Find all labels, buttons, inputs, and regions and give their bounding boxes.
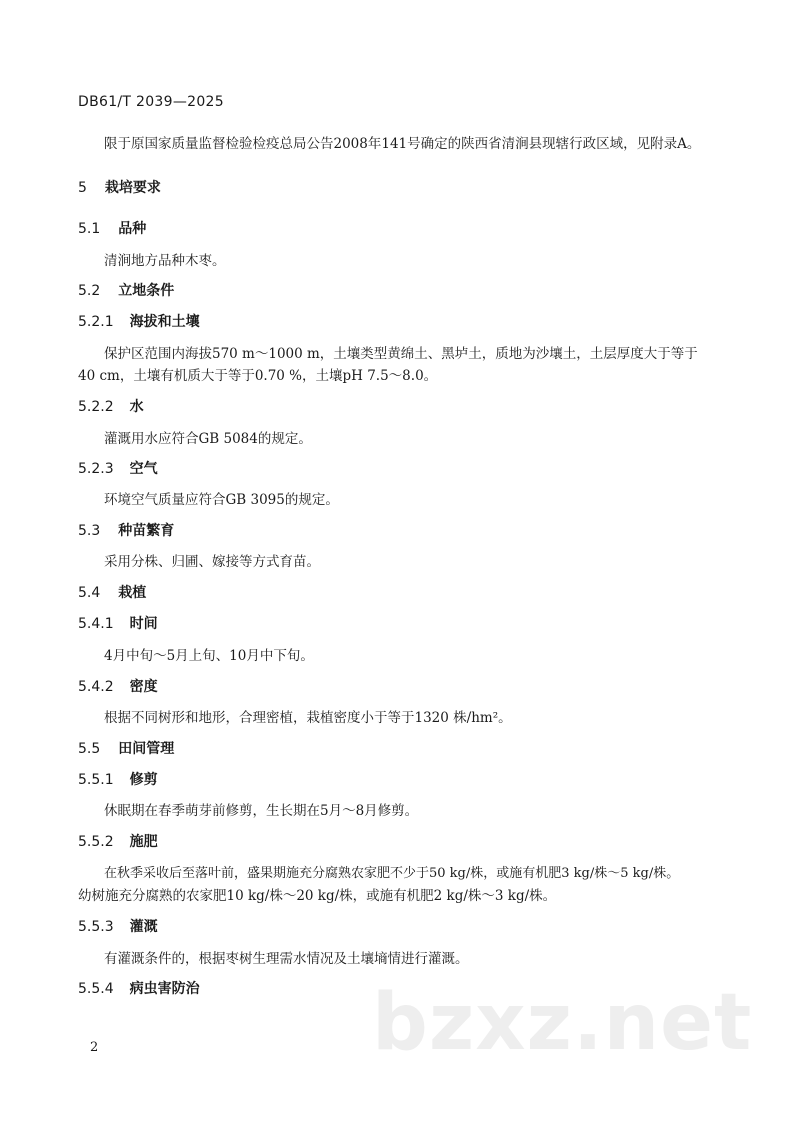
section-heading-5-2 bbox=[78, 280, 174, 300]
paragraph-5-5-2-line-2: 幼树施充分腐熟的农家肥10 kg/株～20 kg/株，或施有机肥2 kg/株～3 kg/株。 bbox=[78, 888, 557, 904]
section-number: 5.2 bbox=[78, 283, 101, 299]
section-number: 5.4.1 bbox=[78, 616, 114, 632]
document-code: DB61/T 2039—2025 bbox=[78, 94, 224, 110]
section-title: 种苗繁育 bbox=[118, 523, 175, 539]
paragraph-5-2-1-line-1: 保护区范围内海拔570 m～1000 m，土壤类型黄绵土、黑垆土，质地为沙壤土，土层厚度大于等于 bbox=[104, 346, 698, 362]
section-title: 水 bbox=[129, 399, 144, 415]
paragraph-5-1: 清涧地方品种木枣。 bbox=[104, 253, 226, 269]
watermark: bzxz.net bbox=[372, 978, 753, 1068]
paragraph-5-5-1: 休眠期在春季萌芽前修剪，生长期在5月～8月修剪。 bbox=[104, 803, 419, 819]
paragraph-5-5-3: 有灌溉条件的，根据枣树生理需水情况及土壤墒情进行灌溉。 bbox=[104, 951, 469, 967]
section-title: 海拔和土壤 bbox=[129, 314, 200, 330]
section-title: 栽培要求 bbox=[104, 180, 161, 196]
section-number: 5.4.2 bbox=[78, 679, 114, 695]
section-title: 田间管理 bbox=[118, 741, 175, 757]
paragraph-5-4-1: 4月中旬～5月上旬、10月中下旬。 bbox=[104, 648, 314, 664]
page-number: 2 bbox=[90, 1040, 99, 1055]
paragraph-5-4-2: 根据不同树形和地形，合理密植，栽植密度小于等于1320 株/hm²。 bbox=[104, 710, 512, 726]
section-number: 5.2.3 bbox=[78, 461, 114, 477]
section-number: 5.5.4 bbox=[78, 981, 114, 997]
paragraph-5-2-3: 环境空气质量应符合GB 3095的规定。 bbox=[104, 492, 339, 508]
section-number: 5 bbox=[78, 180, 87, 196]
section-title: 灌溉 bbox=[129, 919, 158, 935]
section-heading-5-1 bbox=[78, 218, 146, 238]
section-number: 5.2.1 bbox=[78, 314, 114, 330]
section-number: 5.1 bbox=[78, 221, 101, 237]
intro-paragraph: 限于原国家质量监督检验检疫总局公告2008年141号确定的陕西省清涧县现辖行政区域，见附录A。 bbox=[104, 136, 701, 152]
section-number: 5.4 bbox=[78, 585, 101, 601]
section-heading-5-2-3 bbox=[78, 458, 158, 478]
section-heading-5-5-4 bbox=[78, 978, 200, 998]
section-number: 5.5.3 bbox=[78, 919, 114, 935]
section-number: 5.3 bbox=[78, 523, 101, 539]
section-heading-5-5-1 bbox=[78, 769, 158, 789]
section-number: 5.5 bbox=[78, 741, 101, 757]
paragraph-5-2-2: 灌溉用水应符合GB 5084的规定。 bbox=[104, 431, 312, 447]
section-title: 施肥 bbox=[129, 834, 158, 850]
section-heading-5-4-1 bbox=[78, 613, 158, 633]
section-heading-5-5-3 bbox=[78, 916, 158, 936]
section-heading-5-5 bbox=[78, 738, 174, 758]
paragraph-5-5-2-line-1: 在秋季采收后至落叶前，盛果期施充分腐熟农家肥不少于50 kg/株，或施有机肥3 kg/株～5 kg/株。 bbox=[104, 866, 680, 881]
section-heading-5-3 bbox=[78, 520, 174, 540]
section-title: 密度 bbox=[129, 679, 158, 695]
section-title: 修剪 bbox=[129, 772, 158, 788]
section-title: 时间 bbox=[129, 616, 158, 632]
section-heading-5-5-2 bbox=[78, 831, 158, 851]
section-number: 5.5.2 bbox=[78, 834, 114, 850]
paragraph-5-3: 采用分株、归圃、嫁接等方式育苗。 bbox=[104, 554, 320, 570]
section-title: 栽植 bbox=[118, 585, 147, 601]
section-heading-5-4-2 bbox=[78, 676, 158, 696]
section-title: 立地条件 bbox=[118, 283, 175, 299]
section-heading-5-4 bbox=[78, 582, 146, 602]
section-heading-5-2-2 bbox=[78, 396, 144, 416]
section-title: 品种 bbox=[118, 221, 147, 237]
section-heading-5-2-1 bbox=[78, 311, 200, 331]
paragraph-5-2-1-line-2: 40 cm，土壤有机质大于等于0.70 %，土壤pH 7.5～8.0。 bbox=[78, 368, 438, 384]
section-number: 5.2.2 bbox=[78, 399, 114, 415]
section-heading-5 bbox=[78, 177, 161, 197]
section-number: 5.5.1 bbox=[78, 772, 114, 788]
section-title: 病虫害防治 bbox=[129, 981, 200, 997]
section-title: 空气 bbox=[129, 461, 158, 477]
